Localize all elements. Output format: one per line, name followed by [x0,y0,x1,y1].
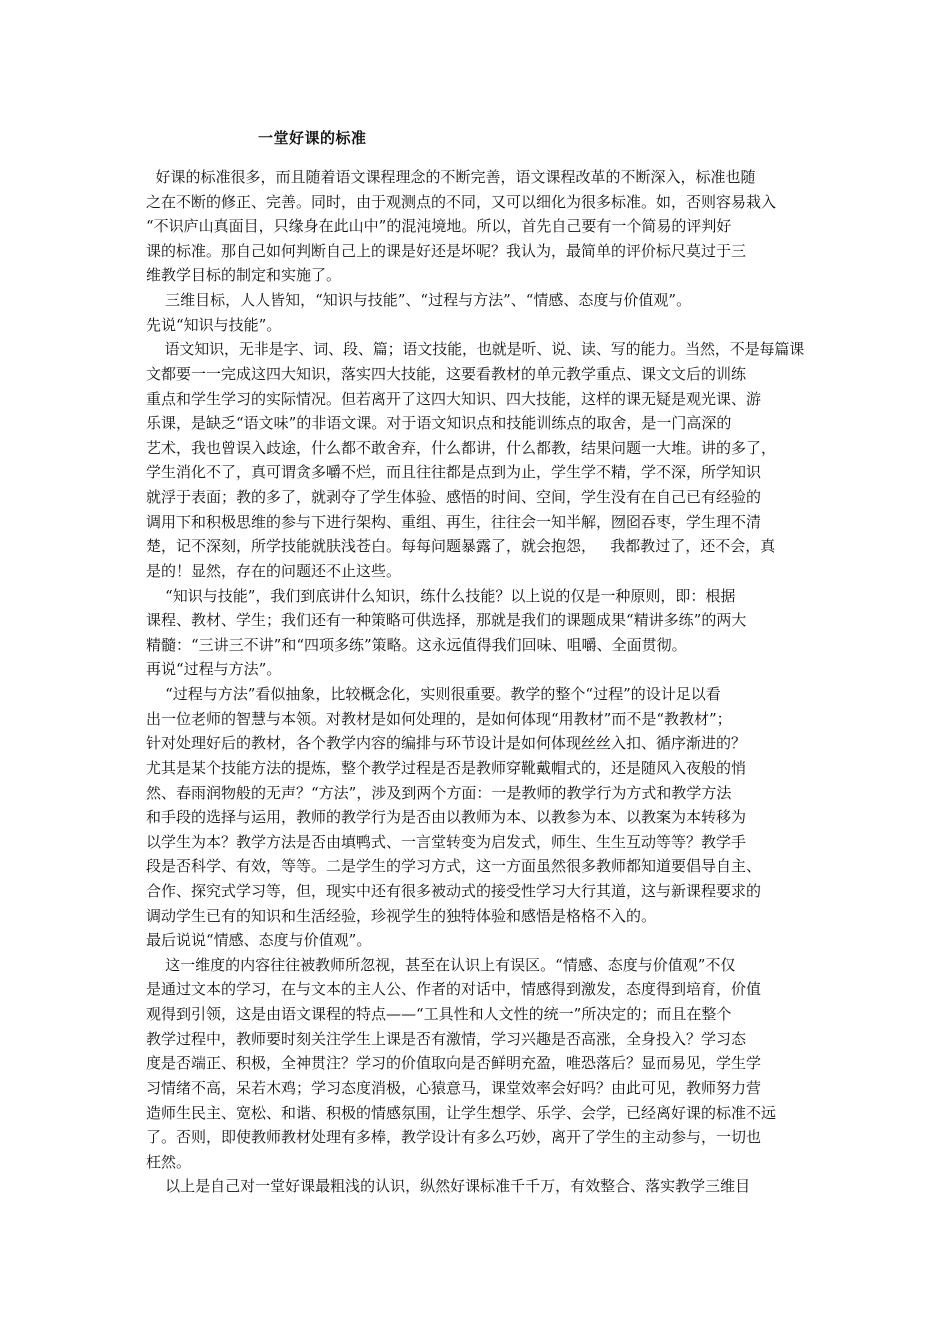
body-line: 然、春雨润物般的无声？“方法”，涉及到两个方面：一是教师的教学行为方式和教学方法 [146,783,732,802]
body-line: 出一位老师的智慧与本领。对教材是如何处理的，是如何体现“用教材”而不是“教教材”； [146,709,732,728]
body-line: 三维目标，人人皆知，“知识与技能”、“过程与方法”、“情感、态度与价值观”。 [146,291,692,310]
body-line: 观得到引领，这是由语文课程的特点——“工具性和人文性的统一”所决定的；而且在整个 [146,1005,732,1024]
body-line: 学生消化不了，真可谓贪多嚼不烂，而且往往都是点到为止，学生学不精，学不深，所学知识 [146,463,762,482]
body-line: 乐课，是缺乏“语文味”的非语文课。对于语文知识点和技能训练点的取舍，是一门高深的 [146,414,732,433]
body-line: 再说“过程与方法”。 [146,660,282,679]
body-line: 是的！显然，存在的问题还不止这些。 [146,561,402,580]
body-line: 课的标准。那自己如何判断自己上的课是好还是坏呢？我认为，最简单的评价标尺莫过于三 [146,241,747,260]
body-line: 艺术，我也曾误入歧途，什么都不敢舍弃，什么都讲，什么都教，结果问题一大堆。讲的多了， [146,438,777,457]
body-line: 维教学目标的制定和实施了。 [146,266,342,285]
body-line: 是通过文本的学习，在与文本的主人公、作者的对话中，情感得到激发，态度得到培育，价值 [146,980,762,999]
body-line: “过程与方法”看似抽象，比较概念化，实则很重要。教学的整个“过程”的设计足以看 [146,685,721,704]
body-line: 调用下和积极思维的参与下进行架构、重组、再生，往往会一知半解，囫囵吞枣，学生理不清 [146,512,762,531]
body-line: 合作、探究式学习等，但，现实中还有很多被动式的接受性学习大行其道，这与新课程要求的 [146,881,762,900]
body-line: 重点和学生学习的实际情况。但若离开了这四大知识、四大技能，这样的课无疑是观光课、游 [146,389,762,408]
body-line: 段是否科学、有效，等等。二是学生的学习方式，这一方面虽然很多教师都知道要倡导自主、 [146,857,762,876]
body-line: 了。否则，即使教师教材处理有多棒，教学设计有多么巧妙，离开了学生的主动参与，一切也 [146,1128,762,1147]
body-line: 尤其是某个技能方法的提炼，整个教学过程是否是教师穿靴戴帽式的，还是随风入夜般的悄 [146,758,747,777]
body-line: 课程、教材、学生；我们还有一种策略可供选择，那就是我们的课题成果“精讲多练”的两大 [146,611,747,630]
body-line: “不识庐山真面目，只缘身在此山中”的混沌境地。所以，首先自己要有一个简易的评判好 [146,217,732,236]
body-line: 文都要一一完成这四大知识，落实四大技能，这要看教材的单元教学重点、课文文后的训练 [146,364,747,383]
document-title: 一堂好课的标准 [258,129,367,147]
body-line: 习情绪不高，呆若木鸡；学习态度消极，心猿意马，课堂效率会好吗？由此可见，教师努力营 [146,1078,762,1097]
body-line: “知识与技能”，我们到底讲什么知识，练什么技能？以上说的仅是一种原则，即：根据 [146,586,736,605]
body-line: 精髓：“三讲三不讲”和“四项多练”策略。这永远值得我们回味、咀嚼、全面贯彻。 [146,635,687,654]
body-line: 就浮于表面；教的多了，就剥夺了学生体验、感悟的时间、空间，学生没有在自己已有经验的 [146,488,762,507]
body-line: 枉然。 [146,1152,192,1171]
body-line: 之在不断的修正、完善。同时，由于观测点的不同，又可以细化为很多标准。如，否则容易栽入 [146,192,777,211]
body-line: 和手段的选择与运用，教师的教学行为是否由以教师为本、以教参为本、以教案为本转移为 [146,808,747,827]
body-line: 针对处理好后的教材，各个教学内容的编排与环节设计是如何体现丝丝入扣、循序渐进的？ [146,734,747,753]
body-line: 造师生民主、宽松、和谐、积极的情感氛围，让学生想学、乐学、会学，已经离好课的标准不远 [146,1103,777,1122]
body-line: 最后说说“情感、态度与价值观”。 [146,931,372,950]
body-line: 调动学生已有的知识和生活经验，珍视学生的独特体验和感悟是格格不入的。 [146,906,657,925]
body-line: 度是否端正、积极，全神贯注？学习的价值取向是否鲜明充盈，唯恐落后？显而易见，学生学 [146,1054,762,1073]
body-line: 以学生为本？教学方法是否由填鸭式、一言堂转变为启发式，师生、生生互动等等？教学手 [146,832,747,851]
body-line: 好课的标准很多，而且随着语文课程理念的不断完善，语文课程改革的不断深入，标准也随 [146,168,756,186]
body-line: 语文知识，无非是字、词、段、篇；语文技能，也就是听、说、读、写的能力。当然，不是每篇课 [146,340,805,359]
body-line: 教学过程中，教师要时刻关注学生上课是否有激情，学习兴趣是否高涨，全身投入？学习态 [146,1029,747,1048]
body-line: 以上是自己对一堂好课最粗浅的认识，纵然好课标准千千万，有效整合、落实教学三维目 [146,1177,751,1196]
body-line: 楚，记不深刻，所学技能就肤浅苍白。每每问题暴露了，就会抱怨， 我都教过了，还不会，真 [146,537,776,556]
body-line: 先说“知识与技能”。 [146,315,282,334]
body-line: 这一维度的内容往往被教师所忽视，甚至在认识上有误区。“情感、态度与价值观”不仅 [146,955,736,974]
